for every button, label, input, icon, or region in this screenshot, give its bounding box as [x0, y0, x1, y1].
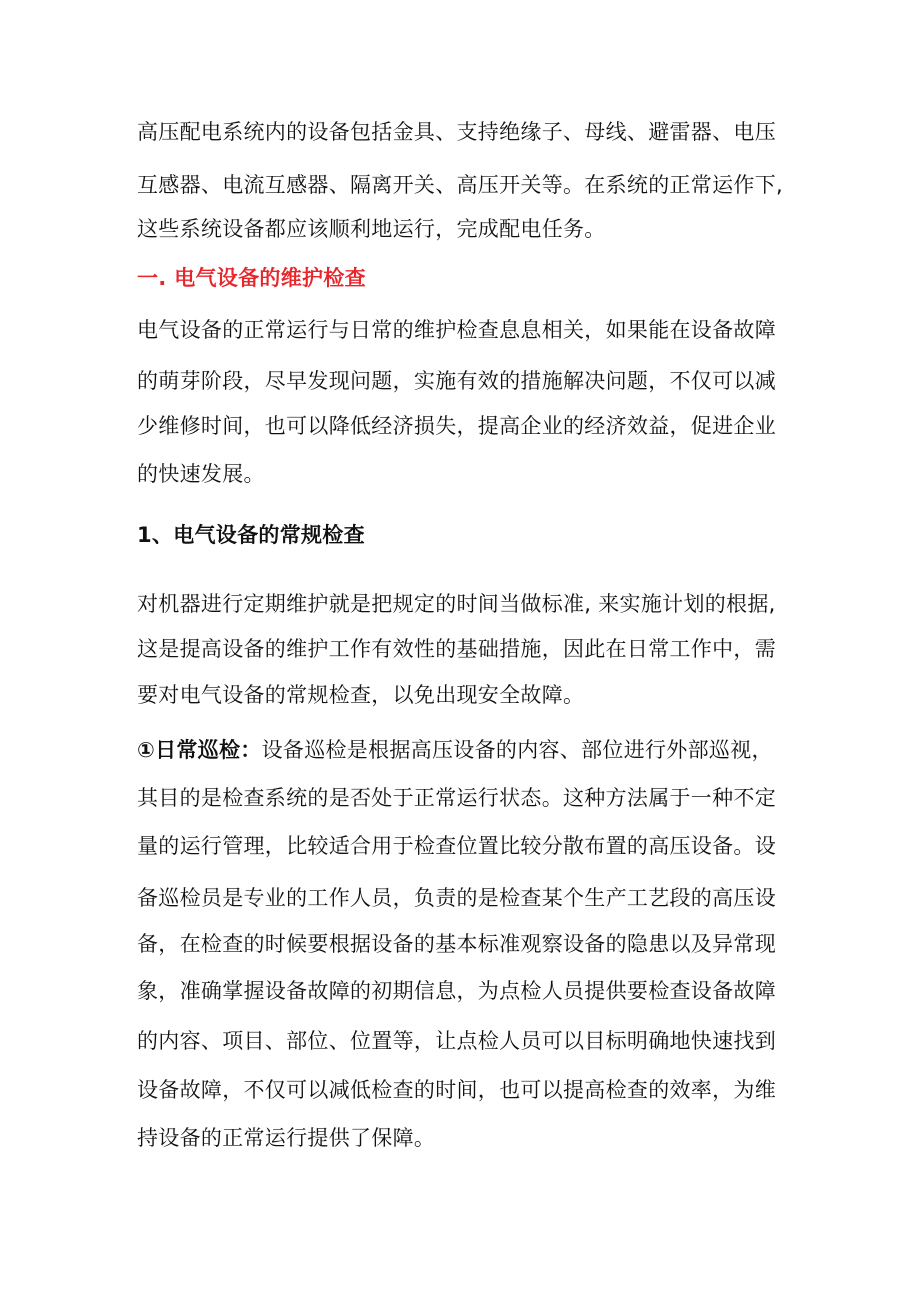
paragraph-line: 少维修时间，也可以降低经济损失，提高企业的经济效益，促进企业 — [137, 414, 776, 438]
paragraph-line: 这是提高设备的维护工作有效性的基础措施，因此在日常工作中，需 — [137, 637, 776, 661]
paragraph-line: 的萌芽阶段，尽早发现问题，实施有效的措施解决问题，不仅可以减 — [137, 369, 776, 393]
paragraph-line: 象，准确掌握设备故障的初期信息，为点检人员提供要检查设备故障 — [137, 979, 776, 1003]
subsection-heading: 1、电气设备的常规检查 — [137, 523, 365, 547]
item-first-line — [137, 735, 773, 765]
paragraph-line: 的内容、项目、部位、位置等，让点检人员可以目标明确地快速找到 — [137, 1029, 776, 1053]
paragraph-line: 对机器进行定期维护就是把规定的时间当做标准, 来实施计划的根据, — [137, 592, 776, 616]
paragraph-line: 备，在检查的时候要根据设备的基本标准观察设备的隐患以及异常现 — [137, 932, 776, 956]
paragraph-line: 要对电气设备的常规检查，以免出现安全故障。 — [137, 683, 585, 707]
paragraph-line: 量的运行管理，比较适合用于检查位置比较分散布置的高压设备。设 — [137, 834, 776, 858]
paragraph-line: 设备故障，不仅可以减低检查的时间，也可以提高检查的效率，为维 — [137, 1078, 776, 1102]
paragraph-line: 其目的是检查系统的是否处于正常运行状态。这种方法属于一种不定 — [137, 786, 776, 810]
paragraph-line: 持设备的正常运行提供了保障。 — [137, 1126, 436, 1150]
paragraph-line: 高压配电系统内的设备包括金具、支持绝缘子、母线、避雷器、电压 — [137, 120, 776, 144]
item-lead: ①日常巡检： — [137, 738, 262, 762]
paragraph-line: 互感器、电流互感器、隔离开关、高压开关等。在系统的正常运作下, — [137, 173, 783, 197]
paragraph-line: 这些系统设备都应该顺利地运行，完成配电任务。 — [137, 217, 606, 241]
item-first-text: 设备巡检是根据高压设备的内容、部位进行外部巡视， — [261, 738, 773, 762]
paragraph-line: 的快速发展。 — [137, 462, 265, 486]
paragraph-line: 电气设备的正常运行与日常的维护检查息息相关，如果能在设备故障 — [137, 318, 776, 342]
paragraph-line: 备巡检员是专业的工作人员，负责的是检查某个生产工艺段的高压设 — [137, 886, 776, 910]
section-heading: 一. 电气设备的维护检查 — [137, 266, 366, 290]
